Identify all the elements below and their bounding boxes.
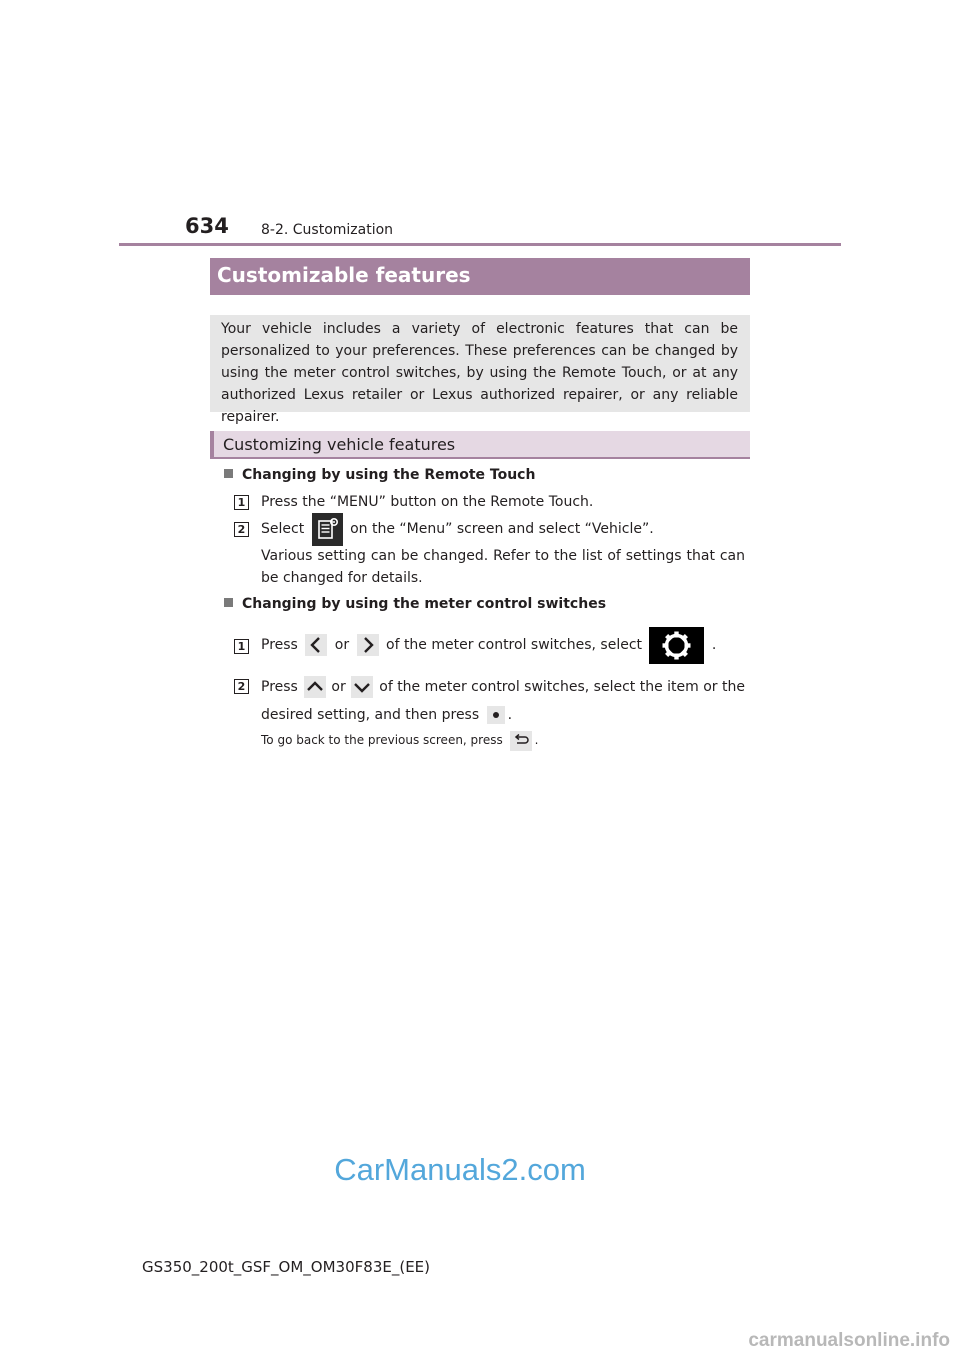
meter-step2-line1: [261, 674, 745, 700]
back-note-text: To go back to the previous screen, press: [261, 733, 503, 747]
meter-step2-post: of the meter control switches, select the item or the: [379, 679, 745, 695]
step-number-2: 2: [234, 679, 249, 694]
page-number: 634: [185, 214, 229, 238]
chevron-up-icon: [304, 676, 326, 698]
dot-enter-icon: [487, 706, 505, 724]
meter-heading: [224, 596, 606, 612]
remote-touch-heading-text: Changing by using the Remote Touch: [242, 467, 536, 483]
meter-step1-end: .: [711, 637, 717, 653]
subsection-accent: [210, 431, 214, 457]
remote-step2-note: Various setting can be changed. Refer to the list of settings that can be changed for details.: [261, 548, 745, 586]
remote-step2-post: on the “Menu” screen and select “Vehicle”.: [350, 521, 654, 537]
meter-step1-press: Press: [261, 637, 298, 653]
intro-text: Your vehicle includes a variety of electronic features that can be personalized to your preferences. These preferences can be changed by using the meter control switches, by using the Remote Touch, or at any authorized Lexus retailer or Lexus authorized repairer, or any reliable repairer.: [221, 321, 738, 425]
gear-icon: [649, 627, 704, 664]
subsection-title: Customizing vehicle features: [223, 435, 456, 454]
page-title: Customizable features: [217, 263, 471, 287]
chevron-left-icon: [305, 634, 327, 656]
remote-step1-text: Press the “MENU” button on the Remote Touch.: [261, 494, 594, 510]
chevron-down-icon: [351, 676, 373, 698]
watermark-carmanualsonline: carmanualsonline.info: [748, 1330, 950, 1351]
meter-step1-or: or: [334, 637, 350, 653]
remote-step2-pre: Select: [261, 521, 305, 537]
section-label: 8-2. Customization: [261, 222, 394, 238]
remote-touch-heading: [224, 467, 535, 483]
subsection-bar: [210, 431, 750, 459]
title-bar: [210, 258, 750, 295]
meter-step2-press: Press: [261, 679, 298, 695]
meter-step2-line2: [261, 702, 512, 728]
meter-step1: [261, 626, 716, 664]
step-number-2: 2: [234, 522, 249, 537]
square-bullet-icon: [224, 598, 233, 607]
meter-step2-line2-text: desired setting, and then press: [261, 707, 480, 723]
chevron-right-icon: [357, 634, 379, 656]
back-note-end: .: [534, 733, 539, 747]
meter-step1-post: of the meter control switches, select: [386, 637, 643, 653]
step-number-1: 1: [234, 495, 249, 510]
watermark-carmanuals2: CarManuals2.com: [334, 1152, 586, 1187]
meter-step2-or: or: [331, 679, 346, 695]
header-rule: [119, 243, 841, 246]
intro-box: [210, 315, 750, 425]
remote-step2: [261, 512, 654, 546]
footer-doc-id: GS350_200t_GSF_OM_OM30F83E_(EE): [142, 1258, 430, 1276]
back-arrow-icon: [510, 731, 532, 751]
meter-step2-end: .: [507, 707, 513, 723]
vehicle-settings-icon: [312, 513, 343, 546]
step-number-1: 1: [234, 639, 249, 654]
square-bullet-icon: [224, 469, 233, 478]
back-note: [261, 729, 538, 751]
meter-heading-text: Changing by using the meter control switches: [242, 596, 607, 612]
